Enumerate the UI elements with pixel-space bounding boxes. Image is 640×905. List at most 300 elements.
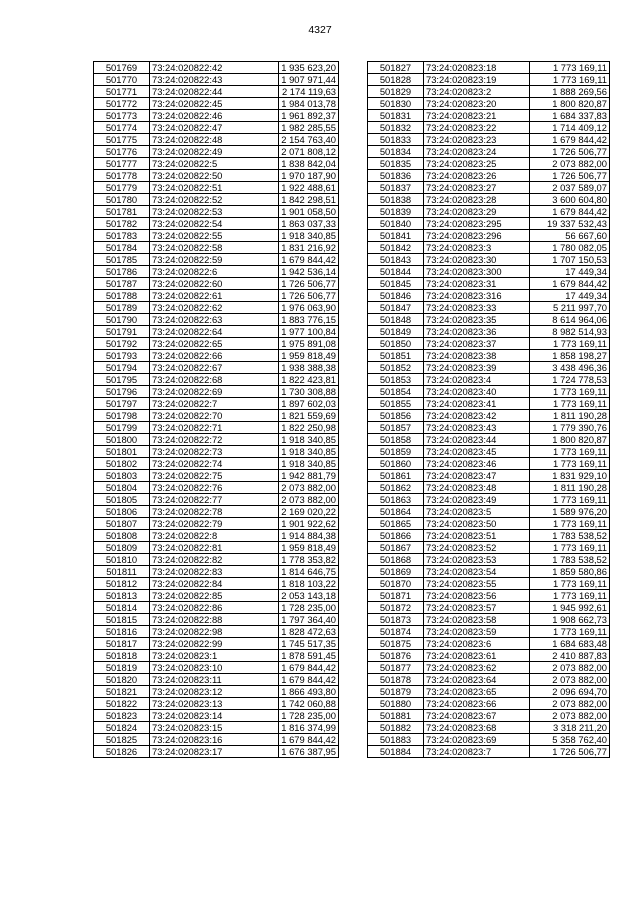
page-number: 4327 bbox=[308, 24, 332, 36]
value-cell: 1 888 269,56 bbox=[530, 86, 610, 98]
table-row bbox=[94, 266, 339, 278]
cadastral-number-cell: 73:24:020822:42 bbox=[150, 62, 279, 74]
table-row bbox=[94, 242, 339, 254]
value-cell: 1 679 844,42 bbox=[279, 662, 339, 674]
value-cell: 1 773 169,11 bbox=[530, 386, 610, 398]
cadastral-number-cell: 73:24:020822:60 bbox=[150, 278, 279, 290]
table-row bbox=[94, 314, 339, 326]
value-cell: 2 169 020,22 bbox=[279, 506, 339, 518]
cadastral-number-cell: 73:24:020822:6 bbox=[150, 266, 279, 278]
row-number-cell: 501787 bbox=[94, 278, 150, 290]
value-cell: 1 783 538,52 bbox=[530, 530, 610, 542]
value-cell: 56 667,60 bbox=[530, 230, 610, 242]
value-cell: 1 816 374,99 bbox=[279, 722, 339, 734]
table-row bbox=[368, 302, 610, 314]
cadastral-number-cell: 73:24:020823:19 bbox=[424, 74, 530, 86]
cadastral-number-cell: 73:24:020822:72 bbox=[150, 434, 279, 446]
row-number-cell: 501781 bbox=[94, 206, 150, 218]
cadastral-number-cell: 73:24:020823:316 bbox=[424, 290, 530, 302]
table-row bbox=[368, 350, 610, 362]
value-cell: 17 449,34 bbox=[530, 290, 610, 302]
row-number-cell: 501827 bbox=[368, 62, 424, 74]
table-row bbox=[368, 218, 610, 230]
table-row bbox=[368, 722, 610, 734]
row-number-cell: 501860 bbox=[368, 458, 424, 470]
value-cell: 1 773 169,11 bbox=[530, 74, 610, 86]
value-cell: 1 726 506,77 bbox=[279, 278, 339, 290]
table-row bbox=[368, 590, 610, 602]
table-row bbox=[368, 650, 610, 662]
cadastral-number-cell: 73:24:020823:3 bbox=[424, 242, 530, 254]
row-number-cell: 501845 bbox=[368, 278, 424, 290]
row-number-cell: 501778 bbox=[94, 170, 150, 182]
cadastral-number-cell: 73:24:020823:68 bbox=[424, 722, 530, 734]
value-cell: 1 942 881,79 bbox=[279, 470, 339, 482]
table-row bbox=[94, 62, 339, 74]
row-number-cell: 501851 bbox=[368, 350, 424, 362]
value-cell: 1 773 169,11 bbox=[530, 338, 610, 350]
table-row bbox=[94, 422, 339, 434]
table-row bbox=[94, 218, 339, 230]
value-cell: 1 742 060,88 bbox=[279, 698, 339, 710]
row-number-cell: 501793 bbox=[94, 350, 150, 362]
table-row bbox=[94, 386, 339, 398]
cadastral-number-cell: 73:24:020822:45 bbox=[150, 98, 279, 110]
cadastral-number-cell: 73:24:020823:11 bbox=[150, 674, 279, 686]
table-row bbox=[94, 650, 339, 662]
table-row bbox=[94, 206, 339, 218]
value-cell: 1 822 423,81 bbox=[279, 374, 339, 386]
value-cell: 1 977 100,84 bbox=[279, 326, 339, 338]
cadastral-number-cell: 73:24:020822:67 bbox=[150, 362, 279, 374]
row-number-cell: 501841 bbox=[368, 230, 424, 242]
cadastral-number-cell: 73:24:020823:18 bbox=[424, 62, 530, 74]
cadastral-number-cell: 73:24:020822:49 bbox=[150, 146, 279, 158]
value-cell: 1 878 591,45 bbox=[279, 650, 339, 662]
value-cell: 1 811 190,28 bbox=[530, 482, 610, 494]
table-row bbox=[94, 722, 339, 734]
row-number-cell: 501803 bbox=[94, 470, 150, 482]
cadastral-number-cell: 73:24:020823:50 bbox=[424, 518, 530, 530]
value-cell: 1 730 308,88 bbox=[279, 386, 339, 398]
value-cell: 1 918 340,85 bbox=[279, 458, 339, 470]
cadastral-number-cell: 73:24:020823:30 bbox=[424, 254, 530, 266]
row-number-cell: 501836 bbox=[368, 170, 424, 182]
value-cell: 2 073 882,00 bbox=[279, 494, 339, 506]
table-row bbox=[368, 182, 610, 194]
table-row bbox=[368, 554, 610, 566]
cadastral-number-cell: 73:24:020823:56 bbox=[424, 590, 530, 602]
row-number-cell: 501855 bbox=[368, 398, 424, 410]
value-cell: 1 800 820,87 bbox=[530, 434, 610, 446]
table-row bbox=[94, 254, 339, 266]
cadastral-number-cell: 73:24:020822:88 bbox=[150, 614, 279, 626]
table-row bbox=[368, 230, 610, 242]
row-number-cell: 501874 bbox=[368, 626, 424, 638]
value-cell: 1 828 472,63 bbox=[279, 626, 339, 638]
cadastral-number-cell: 73:24:020822:84 bbox=[150, 578, 279, 590]
table-row bbox=[94, 698, 339, 710]
value-cell: 3 318 211,20 bbox=[530, 722, 610, 734]
cadastral-number-cell: 73:24:020822:55 bbox=[150, 230, 279, 242]
cadastral-number-cell: 73:24:020823:46 bbox=[424, 458, 530, 470]
cadastral-number-cell: 73:24:020822:99 bbox=[150, 638, 279, 650]
table-row bbox=[368, 194, 610, 206]
table-row bbox=[368, 674, 610, 686]
value-cell: 1 726 506,77 bbox=[279, 290, 339, 302]
value-cell: 1 726 506,77 bbox=[530, 170, 610, 182]
value-cell: 2 073 882,00 bbox=[279, 482, 339, 494]
row-number-cell: 501780 bbox=[94, 194, 150, 206]
row-number-cell: 501771 bbox=[94, 86, 150, 98]
row-number-cell: 501808 bbox=[94, 530, 150, 542]
value-cell: 1 679 844,42 bbox=[530, 278, 610, 290]
row-number-cell: 501809 bbox=[94, 542, 150, 554]
cadastral-number-cell: 73:24:020823:14 bbox=[150, 710, 279, 722]
table-row bbox=[368, 686, 610, 698]
table-row bbox=[94, 746, 339, 758]
value-cell: 1 918 340,85 bbox=[279, 434, 339, 446]
row-number-cell: 501792 bbox=[94, 338, 150, 350]
value-cell: 1 779 390,76 bbox=[530, 422, 610, 434]
table-row bbox=[368, 98, 610, 110]
table-row bbox=[94, 590, 339, 602]
row-number-cell: 501884 bbox=[368, 746, 424, 758]
row-number-cell: 501814 bbox=[94, 602, 150, 614]
table-row bbox=[368, 86, 610, 98]
table-row bbox=[94, 554, 339, 566]
row-number-cell: 501772 bbox=[94, 98, 150, 110]
table-row bbox=[94, 602, 339, 614]
cadastral-number-cell: 73:24:020823:59 bbox=[424, 626, 530, 638]
value-cell: 1 773 169,11 bbox=[530, 398, 610, 410]
row-number-cell: 501881 bbox=[368, 710, 424, 722]
cadastral-number-cell: 73:24:020823:58 bbox=[424, 614, 530, 626]
table-row bbox=[94, 686, 339, 698]
row-number-cell: 501791 bbox=[94, 326, 150, 338]
cadastral-number-cell: 73:24:020822:85 bbox=[150, 590, 279, 602]
table-row bbox=[94, 194, 339, 206]
value-cell: 1 724 778,53 bbox=[530, 374, 610, 386]
value-cell: 1 883 776,15 bbox=[279, 314, 339, 326]
row-number-cell: 501776 bbox=[94, 146, 150, 158]
cadastral-number-cell: 73:24:020823:27 bbox=[424, 182, 530, 194]
cadastral-number-cell: 73:24:020823:17 bbox=[150, 746, 279, 758]
table-row bbox=[368, 170, 610, 182]
value-cell: 1 842 298,51 bbox=[279, 194, 339, 206]
cadastral-number-cell: 73:24:020823:7 bbox=[424, 746, 530, 758]
table-row bbox=[94, 278, 339, 290]
row-number-cell: 501837 bbox=[368, 182, 424, 194]
cadastral-number-cell: 73:24:020822:51 bbox=[150, 182, 279, 194]
row-number-cell: 501833 bbox=[368, 134, 424, 146]
value-cell: 3 438 496,36 bbox=[530, 362, 610, 374]
cadastral-number-cell: 73:24:020823:300 bbox=[424, 266, 530, 278]
row-number-cell: 501775 bbox=[94, 134, 150, 146]
cadastral-number-cell: 73:24:020822:98 bbox=[150, 626, 279, 638]
value-cell: 2 154 763,40 bbox=[279, 134, 339, 146]
value-cell: 1 589 976,20 bbox=[530, 506, 610, 518]
row-number-cell: 501849 bbox=[368, 326, 424, 338]
value-cell: 1 959 818,49 bbox=[279, 350, 339, 362]
table-row bbox=[368, 206, 610, 218]
value-cell: 1 714 409,12 bbox=[530, 122, 610, 134]
row-number-cell: 501794 bbox=[94, 362, 150, 374]
row-number-cell: 501864 bbox=[368, 506, 424, 518]
row-number-cell: 501789 bbox=[94, 302, 150, 314]
table-row bbox=[94, 338, 339, 350]
table-row bbox=[368, 506, 610, 518]
row-number-cell: 501840 bbox=[368, 218, 424, 230]
row-number-cell: 501818 bbox=[94, 650, 150, 662]
row-number-cell: 501807 bbox=[94, 518, 150, 530]
value-cell: 1 866 493,80 bbox=[279, 686, 339, 698]
value-cell: 1 831 216,92 bbox=[279, 242, 339, 254]
cadastral-number-cell: 73:24:020823:1 bbox=[150, 650, 279, 662]
value-cell: 1 982 285,55 bbox=[279, 122, 339, 134]
value-cell: 5 211 997,70 bbox=[530, 302, 610, 314]
value-cell: 1 773 169,11 bbox=[530, 578, 610, 590]
cadastral-number-cell: 73:24:020823:20 bbox=[424, 98, 530, 110]
value-cell: 1 976 063,90 bbox=[279, 302, 339, 314]
cadastral-number-cell: 73:24:020822:74 bbox=[150, 458, 279, 470]
cadastral-number-cell: 73:24:020823:55 bbox=[424, 578, 530, 590]
table-row bbox=[94, 482, 339, 494]
row-number-cell: 501811 bbox=[94, 566, 150, 578]
table-row bbox=[94, 494, 339, 506]
row-number-cell: 501785 bbox=[94, 254, 150, 266]
row-number-cell: 501847 bbox=[368, 302, 424, 314]
row-number-cell: 501878 bbox=[368, 674, 424, 686]
row-number-cell: 501865 bbox=[368, 518, 424, 530]
value-cell: 1 679 844,42 bbox=[530, 206, 610, 218]
cadastral-number-cell: 73:24:020823:13 bbox=[150, 698, 279, 710]
table-row bbox=[368, 434, 610, 446]
table-row bbox=[94, 614, 339, 626]
table-row bbox=[94, 290, 339, 302]
row-number-cell: 501882 bbox=[368, 722, 424, 734]
row-number-cell: 501859 bbox=[368, 446, 424, 458]
cadastral-number-cell: 73:24:020822:5 bbox=[150, 158, 279, 170]
cadastral-number-cell: 73:24:020822:7 bbox=[150, 398, 279, 410]
row-number-cell: 501797 bbox=[94, 398, 150, 410]
value-cell: 1 922 488,61 bbox=[279, 182, 339, 194]
cadastral-number-cell: 73:24:020823:52 bbox=[424, 542, 530, 554]
table-row bbox=[368, 602, 610, 614]
value-cell: 2 073 882,00 bbox=[530, 674, 610, 686]
row-number-cell: 501880 bbox=[368, 698, 424, 710]
cadastral-number-cell: 73:24:020823:23 bbox=[424, 134, 530, 146]
cadastral-number-cell: 73:24:020823:36 bbox=[424, 326, 530, 338]
row-number-cell: 501824 bbox=[94, 722, 150, 734]
cadastral-number-cell: 73:24:020822:44 bbox=[150, 86, 279, 98]
value-cell: 1 773 169,11 bbox=[530, 458, 610, 470]
cadastral-table-right bbox=[367, 61, 610, 758]
table-row bbox=[94, 542, 339, 554]
row-number-cell: 501806 bbox=[94, 506, 150, 518]
value-cell: 1 745 517,35 bbox=[279, 638, 339, 650]
cadastral-number-cell: 73:24:020823:296 bbox=[424, 230, 530, 242]
value-cell: 5 358 762,40 bbox=[530, 734, 610, 746]
value-cell: 1 679 844,42 bbox=[279, 734, 339, 746]
table-row bbox=[368, 410, 610, 422]
table-row bbox=[94, 710, 339, 722]
cadastral-number-cell: 73:24:020823:38 bbox=[424, 350, 530, 362]
table-row bbox=[368, 62, 610, 74]
row-number-cell: 501804 bbox=[94, 482, 150, 494]
value-cell: 1 897 602,03 bbox=[279, 398, 339, 410]
row-number-cell: 501812 bbox=[94, 578, 150, 590]
value-cell: 1 914 884,38 bbox=[279, 530, 339, 542]
value-cell: 1 818 103,22 bbox=[279, 578, 339, 590]
cadastral-number-cell: 73:24:020822:79 bbox=[150, 518, 279, 530]
row-number-cell: 501795 bbox=[94, 374, 150, 386]
cadastral-number-cell: 73:24:020822:50 bbox=[150, 170, 279, 182]
cadastral-number-cell: 73:24:020823:22 bbox=[424, 122, 530, 134]
row-number-cell: 501869 bbox=[368, 566, 424, 578]
table-row bbox=[368, 254, 610, 266]
value-cell: 2 410 887,83 bbox=[530, 650, 610, 662]
row-number-cell: 501846 bbox=[368, 290, 424, 302]
table-row bbox=[94, 86, 339, 98]
row-number-cell: 501856 bbox=[368, 410, 424, 422]
cadastral-number-cell: 73:24:020823:48 bbox=[424, 482, 530, 494]
table-row bbox=[368, 626, 610, 638]
row-number-cell: 501783 bbox=[94, 230, 150, 242]
table-row bbox=[94, 362, 339, 374]
cadastral-number-cell: 73:24:020823:65 bbox=[424, 686, 530, 698]
table-row bbox=[368, 614, 610, 626]
value-cell: 1 859 580,86 bbox=[530, 566, 610, 578]
row-number-cell: 501816 bbox=[94, 626, 150, 638]
cadastral-number-cell: 73:24:020823:21 bbox=[424, 110, 530, 122]
table-row bbox=[368, 242, 610, 254]
cadastral-number-cell: 73:24:020823:45 bbox=[424, 446, 530, 458]
value-cell: 1 773 169,11 bbox=[530, 542, 610, 554]
value-cell: 1 773 169,11 bbox=[530, 590, 610, 602]
row-number-cell: 501832 bbox=[368, 122, 424, 134]
table-row bbox=[368, 386, 610, 398]
table-row bbox=[368, 638, 610, 650]
table-row bbox=[94, 530, 339, 542]
cadastral-number-cell: 73:24:020822:78 bbox=[150, 506, 279, 518]
cadastral-number-cell: 73:24:020823:4 bbox=[424, 374, 530, 386]
value-cell: 2 096 694,70 bbox=[530, 686, 610, 698]
cadastral-number-cell: 73:24:020823:69 bbox=[424, 734, 530, 746]
value-cell: 1 707 150,53 bbox=[530, 254, 610, 266]
row-number-cell: 501871 bbox=[368, 590, 424, 602]
cadastral-number-cell: 73:24:020823:25 bbox=[424, 158, 530, 170]
cadastral-number-cell: 73:24:020823:42 bbox=[424, 410, 530, 422]
cadastral-number-cell: 73:24:020822:68 bbox=[150, 374, 279, 386]
table-row bbox=[368, 326, 610, 338]
row-number-cell: 501830 bbox=[368, 98, 424, 110]
table-row bbox=[94, 158, 339, 170]
row-number-cell: 501879 bbox=[368, 686, 424, 698]
value-cell: 1 935 623,20 bbox=[279, 62, 339, 74]
value-cell: 2 071 808,12 bbox=[279, 146, 339, 158]
row-number-cell: 501862 bbox=[368, 482, 424, 494]
row-number-cell: 501822 bbox=[94, 698, 150, 710]
value-cell: 1 938 388,38 bbox=[279, 362, 339, 374]
value-cell: 19 337 532,43 bbox=[530, 218, 610, 230]
table-row bbox=[368, 290, 610, 302]
table-row bbox=[94, 410, 339, 422]
value-cell: 1 679 844,42 bbox=[530, 134, 610, 146]
table-row bbox=[94, 518, 339, 530]
cadastral-number-cell: 73:24:020823:53 bbox=[424, 554, 530, 566]
row-number-cell: 501819 bbox=[94, 662, 150, 674]
row-number-cell: 501784 bbox=[94, 242, 150, 254]
table-row bbox=[368, 338, 610, 350]
value-cell: 1 773 169,11 bbox=[530, 626, 610, 638]
value-cell: 1 676 387,95 bbox=[279, 746, 339, 758]
table-row bbox=[368, 110, 610, 122]
table-row bbox=[368, 134, 610, 146]
cadastral-number-cell: 73:24:020823:28 bbox=[424, 194, 530, 206]
row-number-cell: 501773 bbox=[94, 110, 150, 122]
row-number-cell: 501777 bbox=[94, 158, 150, 170]
value-cell: 1 975 891,08 bbox=[279, 338, 339, 350]
row-number-cell: 501810 bbox=[94, 554, 150, 566]
value-cell: 1 863 037,33 bbox=[279, 218, 339, 230]
table-row bbox=[94, 734, 339, 746]
value-cell: 1 918 340,85 bbox=[279, 230, 339, 242]
cadastral-number-cell: 73:24:020823:35 bbox=[424, 314, 530, 326]
row-number-cell: 501774 bbox=[94, 122, 150, 134]
value-cell: 1 908 662,73 bbox=[530, 614, 610, 626]
table-row bbox=[368, 698, 610, 710]
value-cell: 3 600 604,80 bbox=[530, 194, 610, 206]
cadastral-number-cell: 73:24:020822:83 bbox=[150, 566, 279, 578]
value-cell: 1 728 235,00 bbox=[279, 710, 339, 722]
row-number-cell: 501877 bbox=[368, 662, 424, 674]
value-cell: 1 918 340,85 bbox=[279, 446, 339, 458]
cadastral-number-cell: 73:24:020823:66 bbox=[424, 698, 530, 710]
row-number-cell: 501875 bbox=[368, 638, 424, 650]
row-number-cell: 501800 bbox=[94, 434, 150, 446]
value-cell: 2 053 143,18 bbox=[279, 590, 339, 602]
row-number-cell: 501828 bbox=[368, 74, 424, 86]
row-number-cell: 501815 bbox=[94, 614, 150, 626]
cadastral-number-cell: 73:24:020823:26 bbox=[424, 170, 530, 182]
table-row bbox=[368, 74, 610, 86]
cadastral-number-cell: 73:24:020822:82 bbox=[150, 554, 279, 566]
table-row bbox=[368, 374, 610, 386]
cadastral-number-cell: 73:24:020823:64 bbox=[424, 674, 530, 686]
cadastral-number-cell: 73:24:020823:39 bbox=[424, 362, 530, 374]
table-row bbox=[368, 662, 610, 674]
cadastral-number-cell: 73:24:020822:86 bbox=[150, 602, 279, 614]
cadastral-number-cell: 73:24:020822:63 bbox=[150, 314, 279, 326]
value-cell: 1 970 187,90 bbox=[279, 170, 339, 182]
cadastral-number-cell: 73:24:020823:6 bbox=[424, 638, 530, 650]
row-number-cell: 501883 bbox=[368, 734, 424, 746]
value-cell: 1 907 971,44 bbox=[279, 74, 339, 86]
row-number-cell: 501790 bbox=[94, 314, 150, 326]
cadastral-number-cell: 73:24:020823:16 bbox=[150, 734, 279, 746]
value-cell: 1 778 353,82 bbox=[279, 554, 339, 566]
row-number-cell: 501839 bbox=[368, 206, 424, 218]
table-row bbox=[94, 74, 339, 86]
cadastral-number-cell: 73:24:020823:33 bbox=[424, 302, 530, 314]
table-row bbox=[94, 302, 339, 314]
row-number-cell: 501876 bbox=[368, 650, 424, 662]
table-row bbox=[368, 566, 610, 578]
value-cell: 1 838 842,04 bbox=[279, 158, 339, 170]
table-row bbox=[368, 470, 610, 482]
value-cell: 1 959 818,49 bbox=[279, 542, 339, 554]
